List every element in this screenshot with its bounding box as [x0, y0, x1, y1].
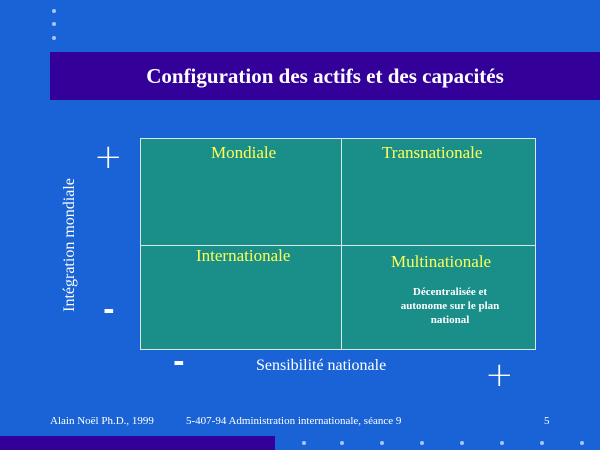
decor-dot	[340, 441, 344, 445]
note-line: national	[430, 314, 470, 326]
decor-dot	[540, 441, 544, 445]
decor-dot	[52, 22, 56, 26]
y-axis-plus: +	[94, 137, 123, 177]
footer-course: 5-407-94 Administration internationale, séance 9	[186, 415, 402, 427]
decor-dot	[52, 36, 56, 40]
strategy-matrix	[140, 138, 536, 350]
quadrant-transnationale: Transnationale	[382, 143, 483, 162]
decor-dot	[302, 441, 306, 445]
note-line: Décentralisée et	[412, 286, 488, 298]
decor-dot	[52, 9, 56, 13]
quadrant-mondiale: Mondiale	[211, 143, 277, 162]
quadrant-internationale: Internationale	[196, 246, 291, 265]
decor-dot	[460, 441, 464, 445]
decor-dot	[500, 441, 504, 445]
x-axis-minus: -	[173, 345, 185, 378]
page-number: 5	[544, 415, 550, 427]
y-axis-label: Intégration mondiale	[61, 178, 78, 312]
quadrant-multinationale: Multinationale	[391, 252, 492, 271]
slide-title: Configuration des actifs et des capacités	[146, 64, 504, 88]
y-axis-minus: -	[103, 293, 115, 326]
decor-dot	[580, 441, 584, 445]
title-bar	[50, 52, 600, 100]
decor-dot	[420, 441, 424, 445]
matrix-vertical-divider	[341, 139, 342, 349]
x-axis-label: Sensibilité nationale	[256, 357, 387, 374]
decor-dot	[380, 441, 384, 445]
multinationale-note	[377, 285, 523, 327]
x-axis-plus: +	[485, 355, 514, 395]
footer-author: Alain Noël Ph.D., 1999	[50, 415, 154, 427]
bottom-bar	[0, 436, 275, 450]
note-line: autonome sur le plan	[400, 300, 500, 312]
